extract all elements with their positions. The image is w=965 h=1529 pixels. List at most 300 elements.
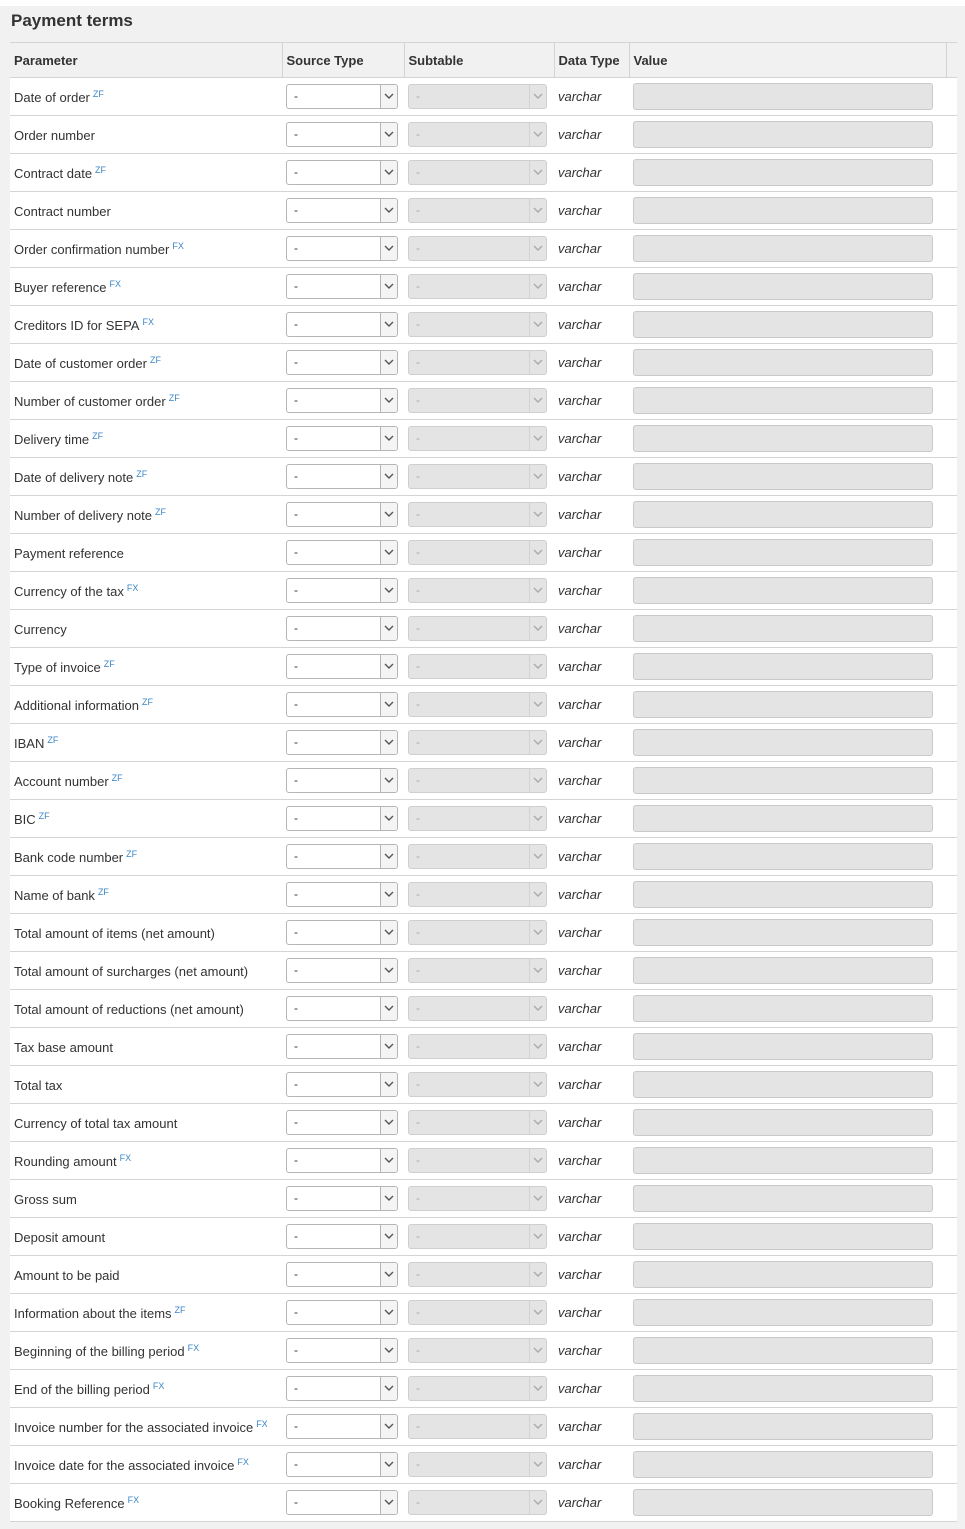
source-type-select[interactable]	[286, 198, 398, 223]
chevron-down-icon[interactable]	[380, 997, 397, 1020]
value-input[interactable]	[633, 1413, 933, 1440]
subtable-value: -	[416, 431, 420, 445]
data-type-cell	[554, 1408, 629, 1446]
chevron-down-icon[interactable]	[380, 1073, 397, 1096]
value-cell	[629, 686, 946, 724]
table-row	[10, 344, 957, 382]
chevron-down-icon[interactable]	[380, 921, 397, 944]
value-cell	[629, 116, 946, 154]
chevron-down-icon[interactable]	[380, 883, 397, 906]
chevron-down-icon[interactable]	[380, 1225, 397, 1248]
parameter-label: Order number	[14, 127, 95, 143]
source-type-value: -	[294, 279, 298, 293]
data-type-cell	[554, 1066, 629, 1104]
parameter-cell	[10, 1294, 282, 1332]
column-header-source-type[interactable]: Source Type	[282, 43, 404, 78]
chevron-down-icon[interactable]	[380, 199, 397, 222]
value-cell	[629, 496, 946, 534]
parameter-tag[interactable]: FX	[187, 1342, 200, 1353]
source-type-cell	[282, 1408, 404, 1446]
column-header-parameter[interactable]: Parameter	[10, 43, 282, 78]
source-type-select[interactable]	[286, 426, 398, 451]
subtable-value: -	[416, 1419, 420, 1433]
subtable-select	[408, 1338, 547, 1363]
subtable-select	[408, 1262, 547, 1287]
source-type-select[interactable]	[286, 1148, 398, 1173]
source-type-select[interactable]	[286, 844, 398, 869]
parameter-tag[interactable]: ZF	[149, 354, 161, 365]
source-type-cell	[282, 648, 404, 686]
table-row	[10, 268, 957, 306]
parameter-label: Currency of total tax amount	[14, 1115, 178, 1131]
value-input[interactable]	[633, 995, 933, 1022]
value-input[interactable]	[633, 1375, 933, 1402]
data-type-cell	[554, 724, 629, 762]
chevron-down-icon[interactable]	[380, 845, 397, 868]
value-input[interactable]	[633, 235, 933, 262]
spacer-cell	[946, 914, 957, 952]
parameter-tag[interactable]: ZF	[142, 696, 154, 707]
parameter-label: Account number	[14, 773, 109, 789]
table-row	[10, 1408, 957, 1446]
parameter-tag[interactable]: FX	[172, 240, 184, 251]
subtable-cell	[404, 534, 554, 572]
value-cell	[629, 914, 946, 952]
chevron-down-icon	[529, 807, 546, 830]
spacer-cell	[946, 800, 957, 838]
source-type-select[interactable]	[286, 1452, 398, 1477]
source-type-select[interactable]	[286, 274, 398, 299]
chevron-down-icon[interactable]	[380, 959, 397, 982]
source-type-cell	[282, 344, 404, 382]
data-type-label: varchar	[558, 1191, 602, 1206]
parameter-tag[interactable]: FX	[237, 1456, 249, 1467]
table-row	[10, 496, 957, 534]
parameter-label: Contract date	[14, 165, 93, 181]
source-type-value: -	[294, 1419, 298, 1433]
value-input[interactable]	[633, 805, 933, 832]
subtable-value: -	[416, 963, 420, 977]
data-type-cell	[554, 1180, 629, 1218]
chevron-down-icon[interactable]	[380, 1339, 397, 1362]
value-input[interactable]	[633, 197, 933, 224]
data-type-cell	[554, 990, 629, 1028]
subtable-cell	[404, 800, 554, 838]
chevron-down-icon	[529, 541, 546, 564]
source-type-select[interactable]	[286, 1072, 398, 1097]
source-type-select[interactable]	[286, 730, 398, 755]
parameter-label: Beginning of the billing period	[14, 1343, 185, 1359]
value-input[interactable]	[633, 349, 933, 376]
parameter-cell	[10, 800, 282, 838]
subtable-select	[408, 502, 547, 527]
data-type-label: varchar	[558, 1001, 602, 1016]
parameter-tag[interactable]: ZF	[174, 1304, 186, 1315]
parameter-cell	[10, 686, 282, 724]
table-row	[10, 1180, 957, 1218]
parameter-tag[interactable]: ZF	[38, 810, 50, 821]
value-input[interactable]	[633, 1071, 933, 1098]
spacer-cell	[946, 268, 957, 306]
parameter-label: Information about the items	[14, 1305, 172, 1321]
chevron-down-icon[interactable]	[380, 237, 397, 260]
subtable-select	[408, 692, 547, 717]
chevron-down-icon[interactable]	[380, 1263, 397, 1286]
chevron-down-icon[interactable]	[380, 1035, 397, 1058]
chevron-down-icon[interactable]	[380, 579, 397, 602]
chevron-down-icon	[529, 1415, 546, 1438]
value-input[interactable]	[633, 615, 933, 642]
data-type-cell	[554, 1218, 629, 1256]
chevron-down-icon	[529, 503, 546, 526]
data-type-label: varchar	[558, 1495, 602, 1510]
value-input[interactable]	[633, 653, 933, 680]
chevron-down-icon[interactable]	[380, 465, 397, 488]
data-type-label: varchar	[558, 1267, 602, 1282]
value-input[interactable]	[633, 1109, 933, 1136]
data-type-cell	[554, 838, 629, 876]
column-header-data-type[interactable]: Data Type	[554, 43, 629, 78]
spacer-cell	[946, 192, 957, 230]
subtable-value: -	[416, 659, 420, 673]
table-row	[10, 1066, 957, 1104]
source-type-value: -	[294, 735, 298, 749]
value-input[interactable]	[633, 919, 933, 946]
parameter-tag[interactable]: ZF	[126, 848, 138, 859]
chevron-down-icon[interactable]	[380, 123, 397, 146]
source-type-value: -	[294, 355, 298, 369]
subtable-select	[408, 768, 547, 793]
table-row	[10, 458, 957, 496]
parameter-cell	[10, 724, 282, 762]
parameter-cell	[10, 1370, 282, 1408]
chevron-down-icon[interactable]	[380, 1301, 397, 1324]
source-type-cell	[282, 78, 404, 116]
chevron-down-icon[interactable]	[380, 655, 397, 678]
value-input[interactable]	[633, 1185, 933, 1212]
subtable-select	[408, 616, 547, 641]
subtable-value: -	[416, 621, 420, 635]
value-cell	[629, 1142, 946, 1180]
source-type-select[interactable]	[286, 958, 398, 983]
subtable-cell	[404, 1408, 554, 1446]
data-type-label: varchar	[558, 469, 602, 484]
chevron-down-icon[interactable]	[380, 693, 397, 716]
chevron-down-icon[interactable]	[380, 389, 397, 412]
subtable-select	[408, 1414, 547, 1439]
source-type-select[interactable]	[286, 312, 398, 337]
subtable-cell	[404, 686, 554, 724]
chevron-down-icon[interactable]	[380, 541, 397, 564]
value-input[interactable]	[633, 1261, 933, 1288]
parameter-tag[interactable]: ZF	[95, 164, 107, 175]
source-type-select[interactable]	[286, 540, 398, 565]
parameter-tag[interactable]: ZF	[97, 886, 109, 897]
chevron-down-icon	[529, 313, 546, 336]
parameter-tag[interactable]: ZF	[168, 392, 180, 403]
source-type-select[interactable]	[286, 1034, 398, 1059]
data-type-label: varchar	[558, 317, 602, 332]
source-type-cell	[282, 1256, 404, 1294]
source-type-cell	[282, 990, 404, 1028]
source-type-select[interactable]	[286, 996, 398, 1021]
parameter-tag[interactable]: ZF	[136, 468, 148, 479]
value-cell	[629, 1028, 946, 1066]
parameter-tag[interactable]: FX	[152, 1380, 165, 1391]
value-input[interactable]	[633, 1147, 933, 1174]
source-type-cell	[282, 496, 404, 534]
data-type-label: varchar	[558, 1077, 602, 1092]
subtable-select	[408, 426, 547, 451]
value-input[interactable]	[633, 463, 933, 490]
chevron-down-icon[interactable]	[380, 1377, 397, 1400]
value-input[interactable]	[633, 121, 933, 148]
subtable-cell	[404, 496, 554, 534]
table-row	[10, 838, 957, 876]
subtable-select	[408, 882, 547, 907]
chevron-down-icon[interactable]	[380, 1491, 397, 1514]
data-type-label: varchar	[558, 583, 602, 598]
chevron-down-icon[interactable]	[380, 1111, 397, 1134]
parameter-label: Order confirmation number	[14, 241, 170, 257]
chevron-down-icon[interactable]	[380, 313, 397, 336]
parameter-cell	[10, 534, 282, 572]
chevron-down-icon[interactable]	[380, 1187, 397, 1210]
source-type-cell	[282, 876, 404, 914]
source-type-cell	[282, 686, 404, 724]
source-type-value: -	[294, 887, 298, 901]
parameter-tag[interactable]: ZF	[155, 506, 167, 517]
subtable-value: -	[416, 925, 420, 939]
value-input[interactable]	[633, 387, 933, 414]
subtable-select	[408, 844, 547, 869]
source-type-cell	[282, 838, 404, 876]
column-header-value[interactable]: Value	[629, 43, 946, 78]
source-type-select[interactable]	[286, 1338, 398, 1363]
source-type-value: -	[294, 1495, 298, 1509]
source-type-select[interactable]	[286, 654, 398, 679]
chevron-down-icon[interactable]	[380, 731, 397, 754]
source-type-select[interactable]	[286, 1300, 398, 1325]
subtable-value: -	[416, 393, 420, 407]
value-cell	[629, 990, 946, 1028]
source-type-select[interactable]	[286, 920, 398, 945]
spacer-cell	[946, 990, 957, 1028]
source-type-select[interactable]	[286, 882, 398, 907]
data-type-label: varchar	[558, 203, 602, 218]
source-type-value: -	[294, 1267, 298, 1281]
value-input[interactable]	[633, 1299, 933, 1326]
value-input[interactable]	[633, 843, 933, 870]
subtable-cell	[404, 306, 554, 344]
source-type-cell	[282, 154, 404, 192]
parameter-tag[interactable]: ZF	[47, 734, 59, 745]
subtable-cell	[404, 1370, 554, 1408]
subtable-value: -	[416, 735, 420, 749]
data-type-label: varchar	[558, 887, 602, 902]
chevron-down-icon	[529, 1491, 546, 1514]
value-input[interactable]	[633, 311, 933, 338]
data-type-label: varchar	[558, 279, 602, 294]
value-input[interactable]	[633, 425, 933, 452]
spacer-cell	[946, 1028, 957, 1066]
chevron-down-icon[interactable]	[380, 503, 397, 526]
parameter-tag[interactable]: FX	[126, 582, 139, 593]
source-type-select[interactable]	[286, 578, 398, 603]
source-type-select[interactable]	[286, 350, 398, 375]
parameter-cell	[10, 268, 282, 306]
parameter-label: Total tax	[14, 1077, 63, 1093]
value-input[interactable]	[633, 159, 933, 186]
parameter-tag[interactable]: FX	[109, 278, 122, 289]
value-input[interactable]	[633, 577, 933, 604]
parameter-cell	[10, 1218, 282, 1256]
chevron-down-icon	[529, 1187, 546, 1210]
value-input[interactable]	[633, 539, 933, 566]
source-type-value: -	[294, 659, 298, 673]
source-type-select[interactable]	[286, 84, 398, 109]
data-type-cell	[554, 154, 629, 192]
parameter-label: Type of invoice	[14, 659, 101, 675]
source-type-select[interactable]	[286, 160, 398, 185]
subtable-cell	[404, 1066, 554, 1104]
parameter-cell	[10, 306, 282, 344]
table-row	[10, 724, 957, 762]
parameter-tag[interactable]: FX	[142, 316, 154, 327]
source-type-select[interactable]	[286, 1262, 398, 1287]
chevron-down-icon[interactable]	[380, 1415, 397, 1438]
value-input[interactable]	[633, 729, 933, 756]
parameter-tag[interactable]: FX	[256, 1418, 268, 1429]
subtable-cell	[404, 1142, 554, 1180]
subtable-value: -	[416, 1381, 420, 1395]
parameter-cell	[10, 192, 282, 230]
source-type-cell	[282, 610, 404, 648]
value-input[interactable]	[633, 1489, 933, 1516]
source-type-select[interactable]	[286, 1376, 398, 1401]
parameter-tag[interactable]: ZF	[92, 88, 104, 99]
data-type-label: varchar	[558, 1115, 602, 1130]
parameter-label: Currency	[14, 621, 67, 637]
value-input[interactable]	[633, 1337, 933, 1364]
parameter-label: Date of customer order	[14, 355, 147, 371]
subtable-select	[408, 1148, 547, 1173]
data-type-cell	[554, 1104, 629, 1142]
source-type-select[interactable]	[286, 1414, 398, 1439]
chevron-down-icon	[529, 617, 546, 640]
spacer-cell	[946, 876, 957, 914]
parameter-tag[interactable]: ZF	[111, 772, 123, 783]
source-type-cell	[282, 1066, 404, 1104]
subtable-value: -	[416, 697, 420, 711]
subtable-cell	[404, 268, 554, 306]
source-type-select[interactable]	[286, 616, 398, 641]
data-type-cell	[554, 876, 629, 914]
chevron-down-icon[interactable]	[380, 617, 397, 640]
value-input[interactable]	[633, 767, 933, 794]
chevron-down-icon[interactable]	[380, 161, 397, 184]
value-input[interactable]	[633, 957, 933, 984]
panel-title: Payment terms	[11, 11, 133, 30]
subtable-select	[408, 1224, 547, 1249]
spacer-cell	[946, 1446, 957, 1484]
data-type-label: varchar	[558, 621, 602, 636]
chevron-down-icon	[529, 1111, 546, 1134]
chevron-down-icon[interactable]	[380, 351, 397, 374]
subtable-select	[408, 1110, 547, 1135]
source-type-select[interactable]	[286, 388, 398, 413]
source-type-select[interactable]	[286, 1110, 398, 1135]
parameter-tag[interactable]: ZF	[92, 430, 104, 441]
source-type-value: -	[294, 127, 298, 141]
value-cell	[629, 1446, 946, 1484]
chevron-down-icon[interactable]	[380, 769, 397, 792]
value-input[interactable]	[633, 1033, 933, 1060]
source-type-select[interactable]	[286, 236, 398, 261]
source-type-cell	[282, 1142, 404, 1180]
source-type-select[interactable]	[286, 692, 398, 717]
parameter-tag[interactable]: FX	[119, 1152, 132, 1163]
parameter-tag[interactable]: ZF	[103, 658, 115, 669]
value-input[interactable]	[633, 1451, 933, 1478]
chevron-down-icon[interactable]	[380, 85, 397, 108]
source-type-select[interactable]	[286, 464, 398, 489]
chevron-down-icon[interactable]	[380, 427, 397, 450]
column-header-subtable[interactable]: Subtable	[404, 43, 554, 78]
value-input[interactable]	[633, 691, 933, 718]
data-type-cell	[554, 1446, 629, 1484]
chevron-down-icon[interactable]	[380, 1149, 397, 1172]
data-type-cell	[554, 1142, 629, 1180]
chevron-down-icon[interactable]	[380, 807, 397, 830]
parameter-tag[interactable]: FX	[127, 1494, 140, 1505]
spacer-cell	[946, 1104, 957, 1142]
chevron-down-icon	[529, 465, 546, 488]
source-type-select[interactable]	[286, 806, 398, 831]
subtable-value: -	[416, 811, 420, 825]
data-type-label: varchar	[558, 963, 602, 978]
value-input[interactable]	[633, 1223, 933, 1250]
source-type-select[interactable]	[286, 768, 398, 793]
parameter-cell	[10, 1446, 282, 1484]
source-type-value: -	[294, 545, 298, 559]
parameter-label: Amount to be paid	[14, 1267, 120, 1283]
table-row	[10, 800, 957, 838]
subtable-select	[408, 350, 547, 375]
source-type-select[interactable]	[286, 1224, 398, 1249]
source-type-select[interactable]	[286, 1186, 398, 1211]
source-type-select[interactable]	[286, 1490, 398, 1515]
subtable-value: -	[416, 1039, 420, 1053]
value-input[interactable]	[633, 83, 933, 110]
chevron-down-icon[interactable]	[380, 1453, 397, 1476]
column-header-spacer	[946, 43, 957, 78]
parameter-label: Rounding amount	[14, 1153, 117, 1169]
chevron-down-icon[interactable]	[380, 275, 397, 298]
subtable-value: -	[416, 89, 420, 103]
source-type-select[interactable]	[286, 502, 398, 527]
table-row	[10, 1294, 957, 1332]
subtable-select	[408, 1034, 547, 1059]
value-input[interactable]	[633, 881, 933, 908]
value-cell	[629, 1180, 946, 1218]
source-type-value: -	[294, 1039, 298, 1053]
data-type-cell	[554, 1028, 629, 1066]
source-type-select[interactable]	[286, 122, 398, 147]
value-input[interactable]	[633, 501, 933, 528]
value-input[interactable]	[633, 273, 933, 300]
subtable-value: -	[416, 887, 420, 901]
